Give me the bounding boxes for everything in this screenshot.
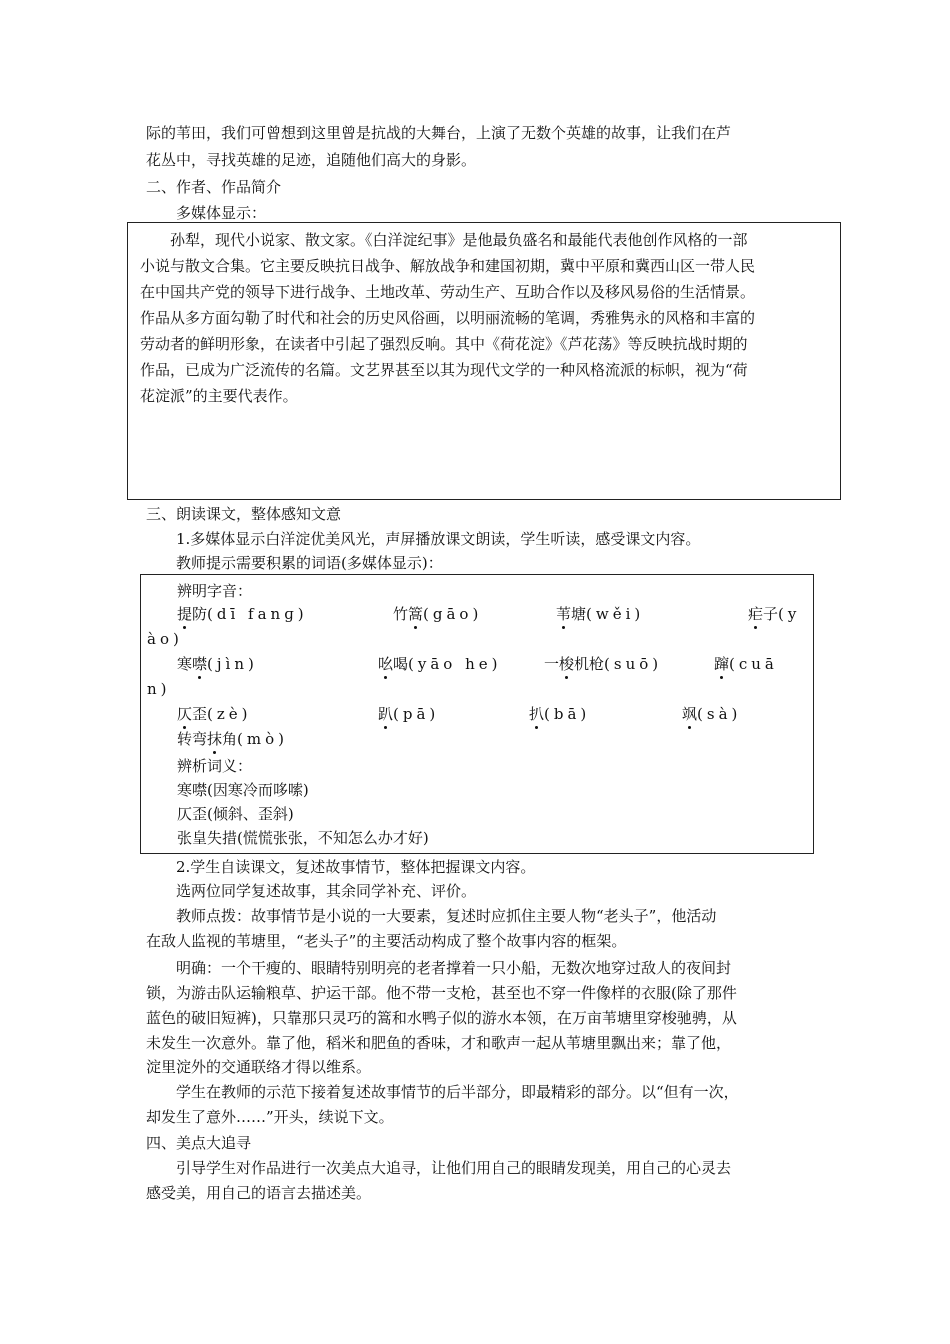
media-label: 多媒体显示： xyxy=(176,204,267,222)
intro-line-1: 际的苇田，我们可曾想到这里曾是抗战的大舞台，上演了无数个英雄的故事，让我们在芦 xyxy=(146,124,732,142)
vocab-word-cuan: 蹿(cuā xyxy=(714,655,778,673)
vocab-word-yaohe: 吆喝(yāo he) xyxy=(378,655,502,673)
vocab-word-cuan-cont: n) xyxy=(147,680,171,698)
self-reading-paragraph: 2.学生自读课文，复述故事情节，整体把握课文内容。 xyxy=(176,858,536,876)
author-line: 作品，已成为广泛流传的名篇。文艺界甚至以其为现代文学的一种风格流派的标帜，视为“荷 xyxy=(140,361,748,379)
vocabulary-box xyxy=(140,574,814,854)
vocab-prompt: 教师提示需要积累的词语(多媒体显示)： xyxy=(176,554,443,572)
author-line: 孙犁，现代小说家、散文家。《白洋淀纪事》是他最负盛名和最能代表他创作风格的一部 xyxy=(170,231,748,249)
author-line: 在中国共产党的领导下进行战争、土地改革、劳动生产、互助合作以及移风易俗的生活情景。 xyxy=(140,283,756,301)
vocab-word-hanjin: 寒噤(jìn) xyxy=(177,655,258,673)
clarify-line: 锁，为游击队运输粮草、护运干部。他不带一支枪，甚至也不穿一件像样的衣服(除了那件 xyxy=(146,984,737,1002)
vocab-word-ba: 扒(bā) xyxy=(529,705,591,723)
vocab-word-yisuojiqiang: 一梭机枪(suō) xyxy=(544,655,663,673)
vocab-word-pa: 趴(pā) xyxy=(378,705,440,723)
teacher-hint-line: 教师点拨：故事情节是小说的一大要素，复述时应抓住主要人物“老头子”，他活动 xyxy=(176,907,717,925)
vocab-word-weitang: 苇塘(wěi) xyxy=(556,605,645,623)
vocab-word-sa: 飒(sà) xyxy=(682,705,742,723)
section-2-heading: 二、作者、作品简介 xyxy=(146,178,282,196)
teacher-hint-line: 在敌人监视的苇塘里，“老头子”的主要活动构成了整个故事内容的框架。 xyxy=(146,932,627,950)
retell-paragraph: 选两位同学复述故事，其余同学补充、评价。 xyxy=(176,882,477,900)
intro-line-2: 花丛中，寻找英雄的足迹，追随他们高大的身影。 xyxy=(146,151,477,169)
guide-line: 引导学生对作品进行一次美点大追寻，让他们用自己的眼睛发现美，用自己的心灵去 xyxy=(176,1159,732,1177)
clarify-line: 明确：一个干瘦的、眼睛特别明亮的老者撑着一只小船，无数次地穿过敌人的夜间封 xyxy=(176,959,732,977)
guide-line: 感受美，用自己的语言去描述美。 xyxy=(146,1184,372,1202)
clarify-line: 未发生一次意外。靠了他，稻米和肥鱼的香味，才和歌声一起从苇塘里飘出来；靠了他， xyxy=(146,1034,732,1052)
author-line: 作品从多方面勾勒了时代和社会的历史风俗画，以明丽流畅的笔调，秀雅隽永的风格和丰富的 xyxy=(140,309,756,327)
author-intro-box xyxy=(127,222,841,500)
clarify-line: 淀里淀外的交通联络才得以维系。 xyxy=(146,1058,372,1076)
author-line: 小说与散文合集。它主要反映抗日战争、解放战争和建国初期，冀中平原和冀西山区一带人民 xyxy=(140,257,756,275)
pronunciation-title: 辨明字音： xyxy=(177,582,253,600)
vocab-word-yaozi: 疟子(y xyxy=(748,605,801,623)
definition-item: 张皇失措(慌慌张张，不知怎么办才好) xyxy=(177,829,429,847)
section-3-heading: 三、朗读课文，整体感知文意 xyxy=(146,505,342,523)
media-reading-paragraph: 1.多媒体显示白洋淀优美风光，声屏播放课文朗读，学生听读，感受课文内容。 xyxy=(176,530,701,548)
student-retell-line: 却发生了意外……”开头，续说下文。 xyxy=(146,1108,394,1126)
vocab-word-zewai: 仄歪(zè) xyxy=(177,705,252,723)
author-line: 劳动者的鲜明形象，在读者中引起了强烈反响。其中《荷花淀》《芦花荡》等反映抗战时期的 xyxy=(140,335,748,353)
definition-item: 仄歪(倾斜、歪斜) xyxy=(177,805,294,823)
section-4-heading: 四、美点大追寻 xyxy=(146,1134,252,1152)
vocab-word-zhuanwanmojiao: 转弯抹角(mò) xyxy=(177,730,289,748)
student-retell-line: 学生在教师的示范下接着复述故事情节的后半部分，即最精彩的部分。以“但有一次， xyxy=(176,1083,739,1101)
analysis-title: 辨析词义： xyxy=(177,757,253,775)
author-line: 花淀派”的主要代表作。 xyxy=(140,387,298,405)
vocab-word-yaozi-cont: ào) xyxy=(147,630,183,648)
clarify-line: 蓝色的破旧短裤)，只靠那只灵巧的篙和水鸭子似的游水本领，在万亩苇塘里穿梭驰骋，从 xyxy=(146,1009,737,1027)
vocab-word-difang: 提防(dī fanɡ) xyxy=(177,605,308,623)
vocab-word-zhugao: 竹篙(gāo) xyxy=(393,605,483,623)
definition-item: 寒噤(因寒冷而哆嗦) xyxy=(177,781,309,799)
